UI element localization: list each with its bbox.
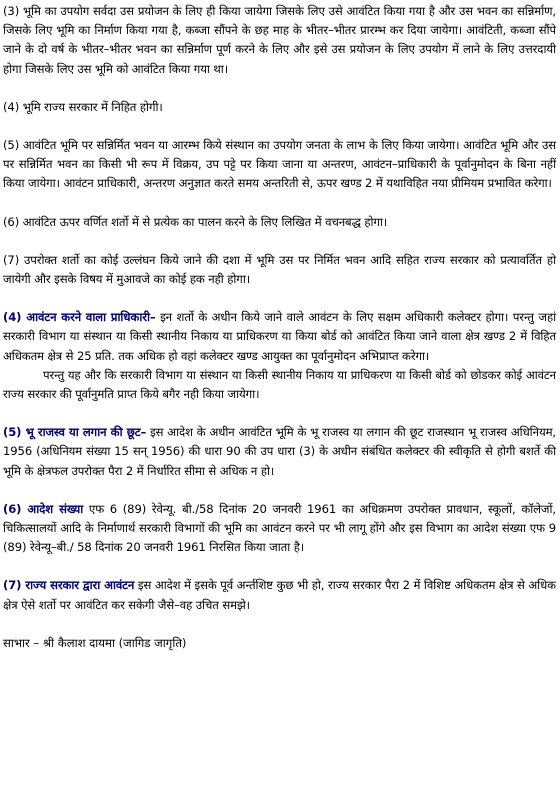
clause-3-text: (3) भूमि का उपयोग सर्वदा उस प्रयोजन के लिए ही किया जायेगा जिसके लिए उसे आवंटित किया गया है और उस भवन का सन्निर्माण, जिसके लिए भूमि का निर्माण किया गया है, कब्जा सौंपने के छह माह के भीतर–भीतर प्रारम्भ कर दिया जायेगा। आवंटिती, कब्जा सौंपे जाने के दो वर्ष के भीतर–भीतर भवन का सन्निर्माण पूर्ण करने के लिए और इसे उस प्रयोजन के लिए उपयोग में लाने के लिए उत्तरदायी होगा जिसके लिए उस भूमि को आवंटित किया गया था। [3,4,556,76]
section-land-revenue-exemption-heading: (5) भू राजस्व या लगान की छूट– [3,425,147,440]
clause-7-text: (7) उपरोक्त शर्तो का कोई उल्लंघन किये जाने की दशा में भूमि उस पर निर्मित भवन आदि सहित राज्य सरकार को प्रत्यावर्तित हो जायेगी और इसके विषय में मुआवजे का कोई हक नही होगा। [3,252,556,287]
section-allotting-authority-heading: (4) आवंटन करने वाला प्राधिकारी– [3,310,156,325]
section-land-revenue-exemption [3,423,556,481]
clause-7 [3,251,556,289]
section-order-number [3,500,556,558]
section-allotting-authority-text: इन शर्तो के अधीन किये जाने वाले आवंटन के लिए सक्षम अधिकारी कलेक्टर होगा। परन्तु जहां सरकारी विभाग या संस्थान या किसी स्थानीय निकाय या प्राधिकरण या किया बोर्ड को आवंटित किया जाने वाला क्षेत्र खण्ड 2 में विहित अधिकतम क्षेत्र से 25 प्रति. तक अधिक हो वहां कलेक्टर खण्ड आयुक्त का पूर्वानुमोदन अभिप्राप्त करेगा। [3,310,556,363]
section-land-revenue-exemption-text: इस आदेश के अधीन आवंटित भूमि के भू राजस्व या लगान की छूट राजस्थान भू राजस्व अधिनियम, 1956 (अधिनियम संख्या 15 सन् 1956) की धारा 90 की उप धारा (3) के अधीन संबंधित कलेक्टर की स्वीकृति से होगी बशर्ते की भूमि के क्षेत्रफल उपरोक्त पैरा 2 में निर्धारित सीमा से अधिक न हो। [3,425,556,478]
clause-5-text: (5) आवंटित भूमि पर सन्निर्मित भवन या आरम्भ किये संस्थान का उपयोग जनता के लाभ के लिए किया जायेगा। आवंटित भूमि और उस पर सन्निर्मित भवन का किसी भी रूप में विक्रय, उप पट्टे पर किया जाना या अन्तरण, आवंटन–प्राधिकारी के पूर्वानुमोदन के बिना नहीं किया जायेगा। आवंटन प्राधिकारी, अन्तरण अनुज्ञात करते समय अन्तरिती से, ऊपर खण्ड 2 में यथाविहित नया प्रीमियम प्रभावित करेगा। [3,138,556,191]
clause-6 [3,213,556,232]
section-allotting-authority [3,308,556,404]
section-state-allotment-text: इस आदेश में इसके पूर्व अर्न्तशिष्ट कुछ भी हो, राज्य सरकार पैरा 2 में विशिष्ट अधिकतम क्षेत्र से अधिक क्षेत्र ऐसे शर्तो पर आवंटित कर सकेगी जैसे–वह उचित समझे। [3,578,556,612]
clause-6-text: (6) आवंटित ऊपर वर्णित शर्तो में से प्रत्येक का पालन करने के लिए लिखित में वचनबद्ध होगा। [3,214,388,229]
section-order-number-text: एफ 6 (89) रेवेन्यू. बी./58 दिनांक 20 जनवरी 1961 का अधिक्रमण उपरोक्त प्रावधान, स्कूलों, कॉलेजों, चिकित्सालयों आदि के निर्माणार्थ सरकारी विभागों की भूमि का आवंटन करने पर भी लागू होंगे और इस विभाग का आदेश संख्या एफ 9 (89) रेवेन्यू–बी./ 58 दिनांक 20 जनवरी 1961 निरसित किया जाता है। [3,501,557,555]
clause-5 [3,136,556,194]
clause-3 [3,2,556,79]
section-state-allotment [3,576,556,614]
section-allotting-authority-proviso: परन्तु यह और कि सरकारी विभाग या संस्थान या किसी स्थानीय निकाय या प्राधिकरण या किसी बोर्ड को छोडकर कोई आवंटन राज्य सरकार की पूर्वानुमति प्राप्त किये बगैर नही किया जायेगा। [3,367,556,402]
clause-4-text: (4) भूमि राज्य सरकार में निहित होगी। [3,99,163,114]
clause-4 [3,98,556,117]
section-order-number-heading: (6) आदेश संख्या [3,501,84,516]
document-page [3,2,556,653]
credit-line: साभार – श्री कैलाश दायमा (जागिड जागृति) [3,635,187,650]
section-state-allotment-heading: (7) राज्य सरकार द्वारा आवंटन [3,578,135,593]
